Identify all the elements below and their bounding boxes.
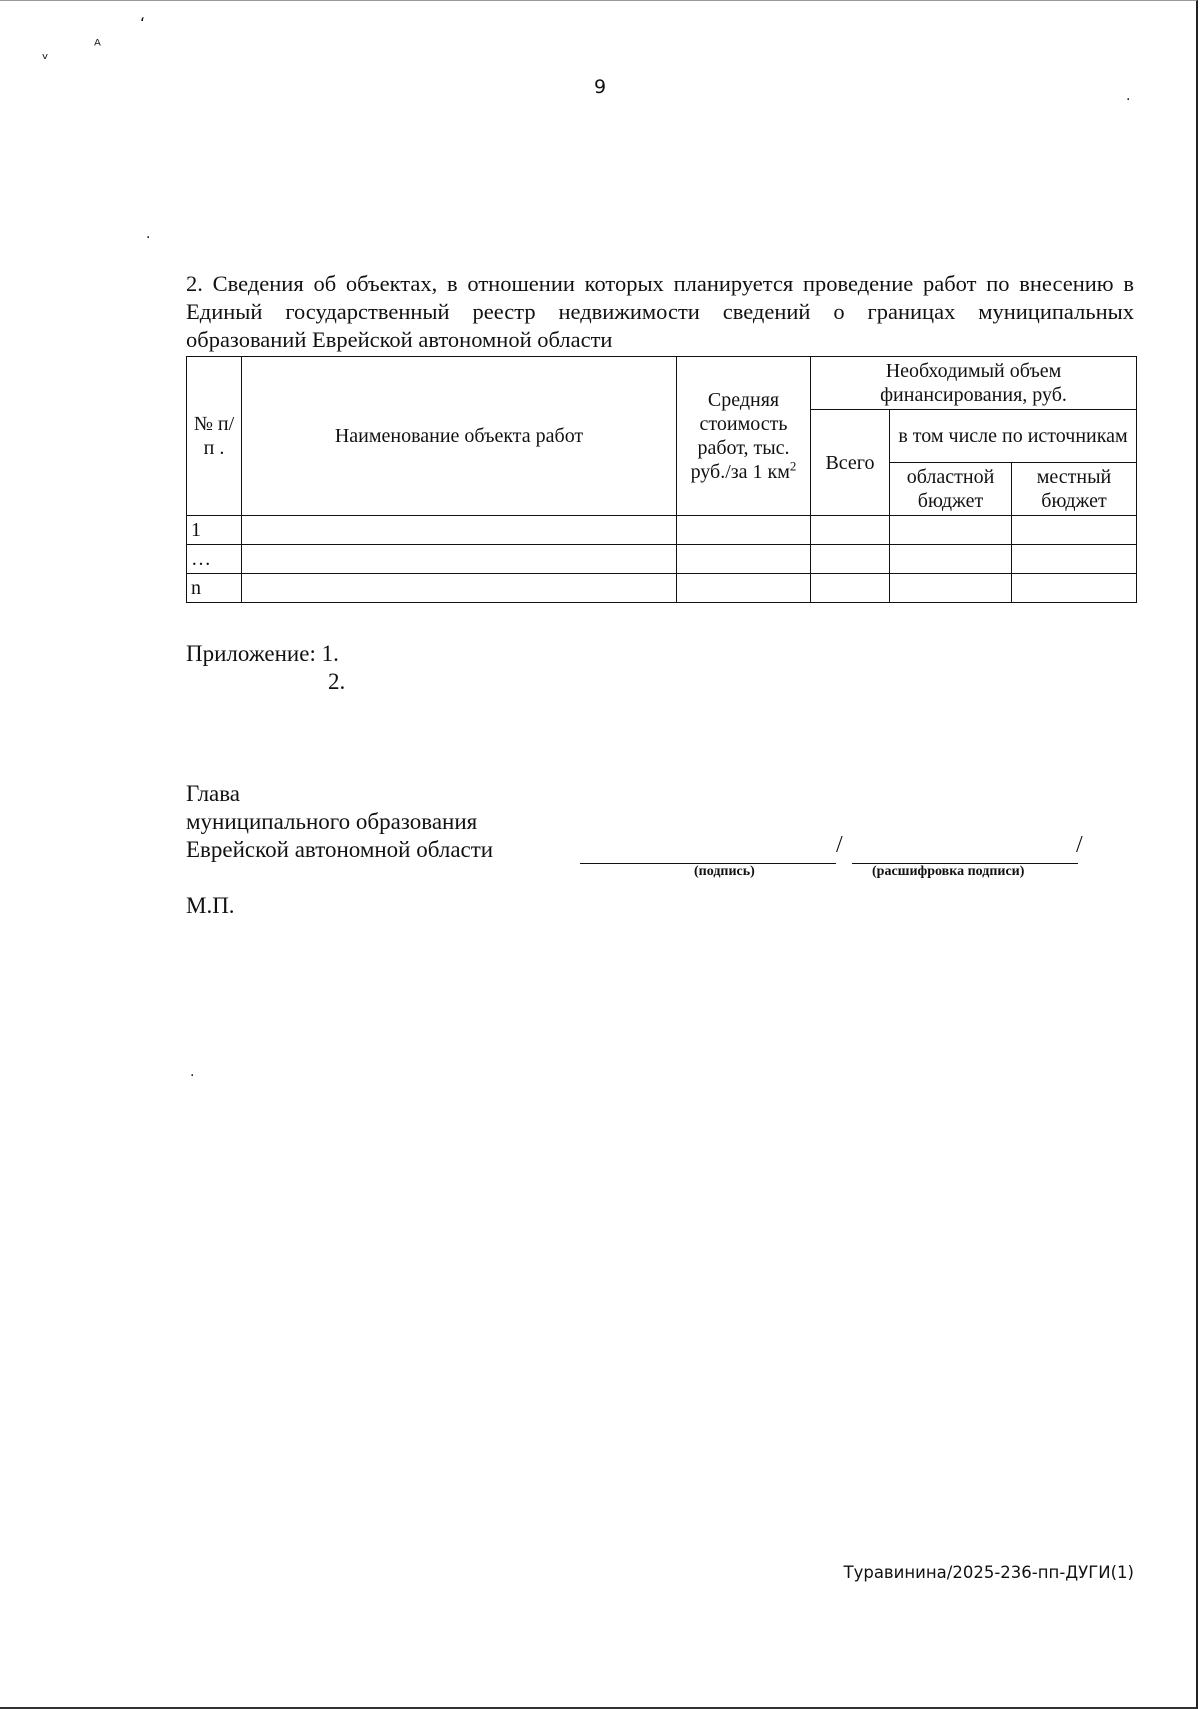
scan-mark: . <box>1126 88 1131 104</box>
header-regional-budget: областной бюджет <box>890 463 1012 516</box>
cell-local-budget <box>1012 516 1137 545</box>
cell-regional-budget <box>890 516 1012 545</box>
cell-avg-cost <box>677 516 811 545</box>
scan-mark: ʻ <box>140 14 146 33</box>
header-avg-cost <box>677 357 811 516</box>
appendix-label: Приложение: 1. <box>186 641 339 666</box>
stamp-place: М.П. <box>186 893 235 918</box>
table-row <box>187 516 1137 545</box>
table-row <box>187 545 1137 574</box>
signature-slash: / <box>1076 832 1083 858</box>
cell-object-name <box>242 545 677 574</box>
section-intro-text: 2. Сведения об объектах, в отношении которых планируется проведение работ по внесению в Единый государственный реестр недвижимости сведений о границах муниципальных образований Еврейской автономной области <box>186 271 1134 352</box>
appendix-item: 2. <box>328 669 346 694</box>
document-code: Туравинина/2025-236-пп-ДУГИ(1) <box>843 1563 1134 1582</box>
signatory-line: Еврейской автономной области <box>186 837 494 862</box>
header-number: № п/п . <box>187 357 242 516</box>
cell-total <box>811 545 890 574</box>
header-by-source: в том числе по источникам <box>890 410 1137 463</box>
cell-local-budget <box>1012 574 1137 603</box>
header-avg-cost-text: Средняя стоимость работ, тыс. руб./за 1 км <box>690 389 790 483</box>
signature-caption: (подпись) <box>694 864 755 879</box>
scan-mark: ᴬ <box>94 36 101 55</box>
cell-object-name <box>242 516 677 545</box>
signatory-line: Глава <box>186 781 241 806</box>
cell-object-name <box>242 574 677 603</box>
cell-total <box>811 516 890 545</box>
signatory-line: муниципального образования <box>186 809 478 834</box>
scan-mark: . <box>146 226 151 242</box>
cell-regional-budget <box>890 545 1012 574</box>
row-number: … <box>187 545 242 574</box>
signature-slash: / <box>836 832 843 858</box>
scan-mark: . <box>190 1064 195 1080</box>
header-total: Всего <box>811 410 890 516</box>
cell-avg-cost <box>677 545 811 574</box>
signature-decoding-caption: (расшифровка подписи) <box>872 864 1025 879</box>
appendix-block <box>186 640 345 696</box>
header-object-name: Наименование объекта работ <box>242 357 677 516</box>
signatory-title <box>186 780 493 864</box>
cell-total <box>811 574 890 603</box>
cell-regional-budget <box>890 574 1012 603</box>
page-number: 9 <box>593 76 607 98</box>
header-avg-cost-superscript: 2 <box>789 458 797 474</box>
cell-avg-cost <box>677 574 811 603</box>
header-funding: Необходимый объем финансирования, руб. <box>811 357 1137 410</box>
row-number: 1 <box>187 516 242 545</box>
table-header-row <box>187 357 1137 410</box>
scan-mark: ᵥ <box>42 44 49 63</box>
header-local-budget: местный бюджет <box>1012 463 1137 516</box>
row-number: n <box>187 574 242 603</box>
table-row <box>187 574 1137 603</box>
cell-local-budget <box>1012 545 1137 574</box>
objects-financing-table <box>186 356 1137 603</box>
